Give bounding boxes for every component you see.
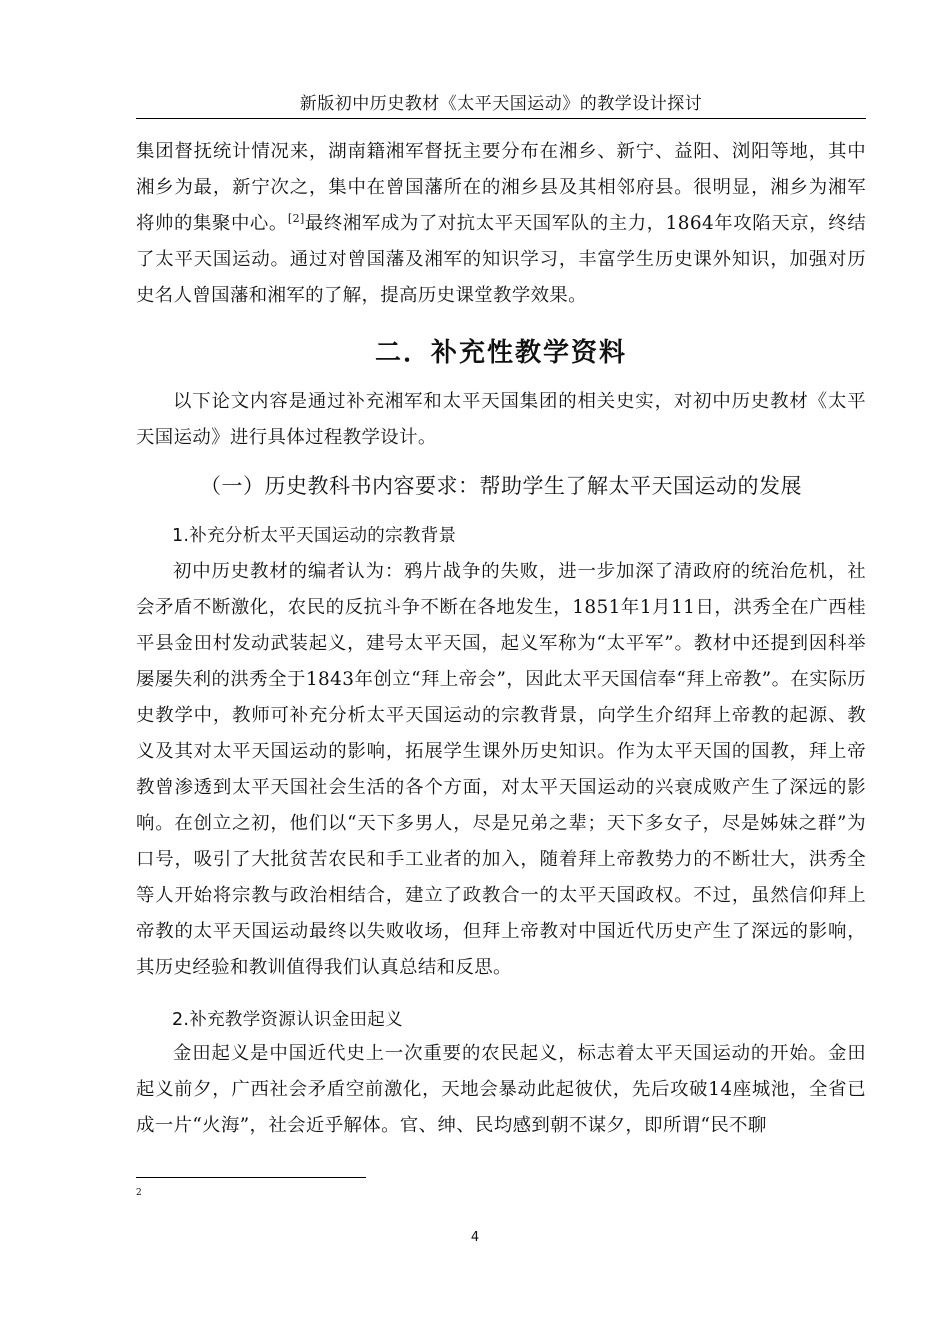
paragraph-intro: 以下论文内容是通过补充湘军和太平天国集团的相关史实，对初中历史教材《太平天国运动》进行具体过程教学设计。 xyxy=(136,391,866,448)
running-header: 新版初中历史教材《太平天国运动》的教学设计探讨 xyxy=(299,94,703,114)
page-number: 4 xyxy=(470,1230,480,1245)
footnote-mark: 2 xyxy=(136,1188,142,1198)
subsection-heading: （一）历史教科书内容要求：帮助学生了解太平天国运动的发展 xyxy=(200,474,802,498)
header-rule xyxy=(136,118,866,119)
citation-ref[interactable]: [2] xyxy=(287,211,305,225)
paragraph-text-part1: 集团督抚统计情况来，湖南籍湘军督抚主要分布在湘乡、新宁、益阳、浏阳等地，其中湘乡为最，新宁次之，集中在曾国藩所在的湘乡县及其相邻府县。很明显，湘乡为湘军将帅的集聚中心。 xyxy=(136,141,866,234)
item-heading-religious-background: 1.补充分析太平天国运动的宗教背景 xyxy=(172,526,457,546)
footnote-rule xyxy=(136,1177,366,1178)
paragraph-religious-background: 初中历史教材的编者认为：鸦片战争的失败，进一步加深了清政府的统治危机，社会矛盾不断激化，农民的反抗斗争不断在各地发生，1851年1月11日，洪秀全在广西桂平县金田村发动武装起义，建号太平天国，起义军称为“太平军”。教材中还提到因科举屡屡失利的洪秀全于1843年创立“拜上帝会”，因此太平天国信奉“拜上帝教”。在实际历史教学中，教师可补充分析太平天国运动的宗教背景，向学生介绍拜上帝教的起源、教义及其对太平天国运动的影响，拓展学生课外历史知识。作为太平天国的国教，拜上帝教曾渗透到太平天国社会生活的各个方面，对太平天国运动的兴衰成败产生了深远的影响。在创立之初，他们以“天下多男人，尽是兄弟之辈；天下多女子，尽是姊妹之群”为口号，吸引了大批贫苦农民和手工业者的加入，随着拜上帝教势力的不断壮大，洪秀全等人开始将宗教与政治相结合，建立了政教合一的太平天国政权。不过，虽然信仰拜上帝教的太平天国运动最终以失败收场，但拜上帝教对中国近代历史产生了深远的影响，其历史经验和教训值得我们认真总结和反思。 xyxy=(136,561,866,978)
paragraph-jintian-uprising: 金田起义是中国近代史上一次重要的农民起义，标志着太平天国运动的开始。金田起义前夕，广西社会矛盾空前激化，天地会暴动此起彼伏，先后攻破14座城池，全省已成一片“火海”，社会近乎解体。官、绅、民均感到朝不谋夕，即所谓“民不聊 xyxy=(136,1043,866,1136)
paragraph-text-part2: 最终湘军成为了对抗太平天国军队的主力，1864年攻陷天京，终结了太平天国运动。通过对曾国藩及湘军的知识学习，丰富学生历史课外知识，加强对历史名人曾国藩和湘军的了解，提高历史课堂教学效果。 xyxy=(136,213,866,306)
paragraph-xiangjun-conclusion xyxy=(136,134,866,314)
item-heading-jintian-uprising: 2.补充教学资源认识金田起义 xyxy=(172,1010,403,1030)
section-heading: 二．补充性教学资料 xyxy=(374,338,627,368)
